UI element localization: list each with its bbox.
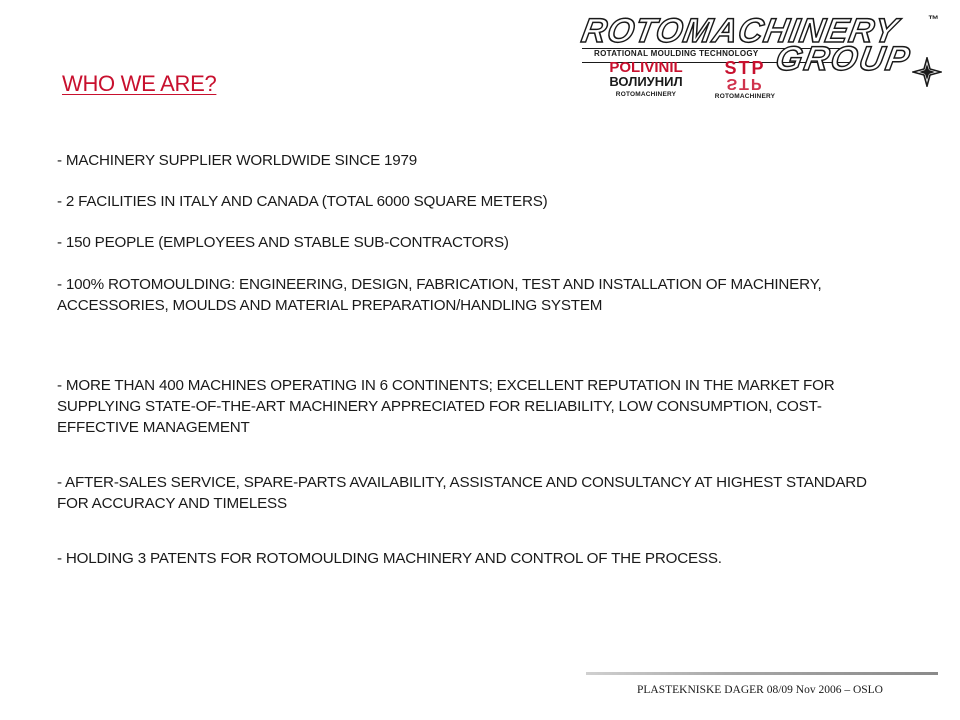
logo-tagline: ROTATIONAL MOULDING TECHNOLOGY <box>594 49 759 58</box>
bullet-item: - 100% ROTOMOULDING: ENGINEERING, DESIGN, FABRICATION, TEST AND INSTALLATION OF MACHINERY, ACCESSORIES, MOULDS AND MATERIAL PREPARATION/HANDLING SYSTEM <box>57 276 822 314</box>
trademark-symbol: ™ <box>928 14 939 26</box>
star-icon <box>912 57 942 87</box>
logo-brand-top: ROTOMACHINERY <box>578 12 902 50</box>
bullet-item: - 2 FACILITIES IN ITALY AND CANADA (TOTAL 6000 SQUARE METERS) <box>57 193 548 210</box>
bullet-item: - AFTER-SALES SERVICE, SPARE-PARTS AVAILABILITY, ASSISTANCE AND CONSULTANCY AT HIGHEST STANDARD FOR ACCURACY AND TIMELESS <box>57 474 867 512</box>
polivinil-caption: ROTOMACHINERY <box>615 91 677 98</box>
footer-text: PLASTEKNISKE DAGER 08/09 Nov 2006 – OSLO <box>637 684 883 696</box>
polivinil-mark-cyrillic: ВОЛИУНИЛ <box>609 74 683 89</box>
stp-logo <box>710 60 780 100</box>
bullet-item: - MORE THAN 400 MACHINES OPERATING IN 6 CONTINENTS; EXCELLENT REPUTATION IN THE MARKET FOR SUPPLYING STATE-OF-THE-ART MACHINERY APPRECIATED FOR RELIABILITY, LOW CONSUMPTION, COST-EFFECTIVE MANAGEMENT <box>57 377 835 436</box>
bullet-item: - MACHINERY SUPPLIER WORLDWIDE SINCE 1979 <box>57 152 418 169</box>
bullet-item: - 150 PEOPLE (EMPLOYEES AND STABLE SUB-CONTRACTORS) <box>57 234 509 251</box>
page-title: WHO WE ARE? <box>62 71 217 96</box>
rotomachinery-group-logo <box>560 10 955 105</box>
stp-caption: ROTOMACHINERY <box>714 93 776 100</box>
stp-mark-reflection: STP <box>726 75 764 92</box>
polivinil-logo <box>605 60 687 98</box>
stp-mark: STP <box>724 58 766 78</box>
polivinil-mark: POLIVINIL <box>609 59 683 76</box>
footer-divider <box>586 672 938 675</box>
bullet-item: - HOLDING 3 PATENTS FOR ROTOMOULDING MACHINERY AND CONTROL OF THE PROCESS. <box>57 550 722 567</box>
logo-brand-bottom: GROUP <box>772 40 915 78</box>
